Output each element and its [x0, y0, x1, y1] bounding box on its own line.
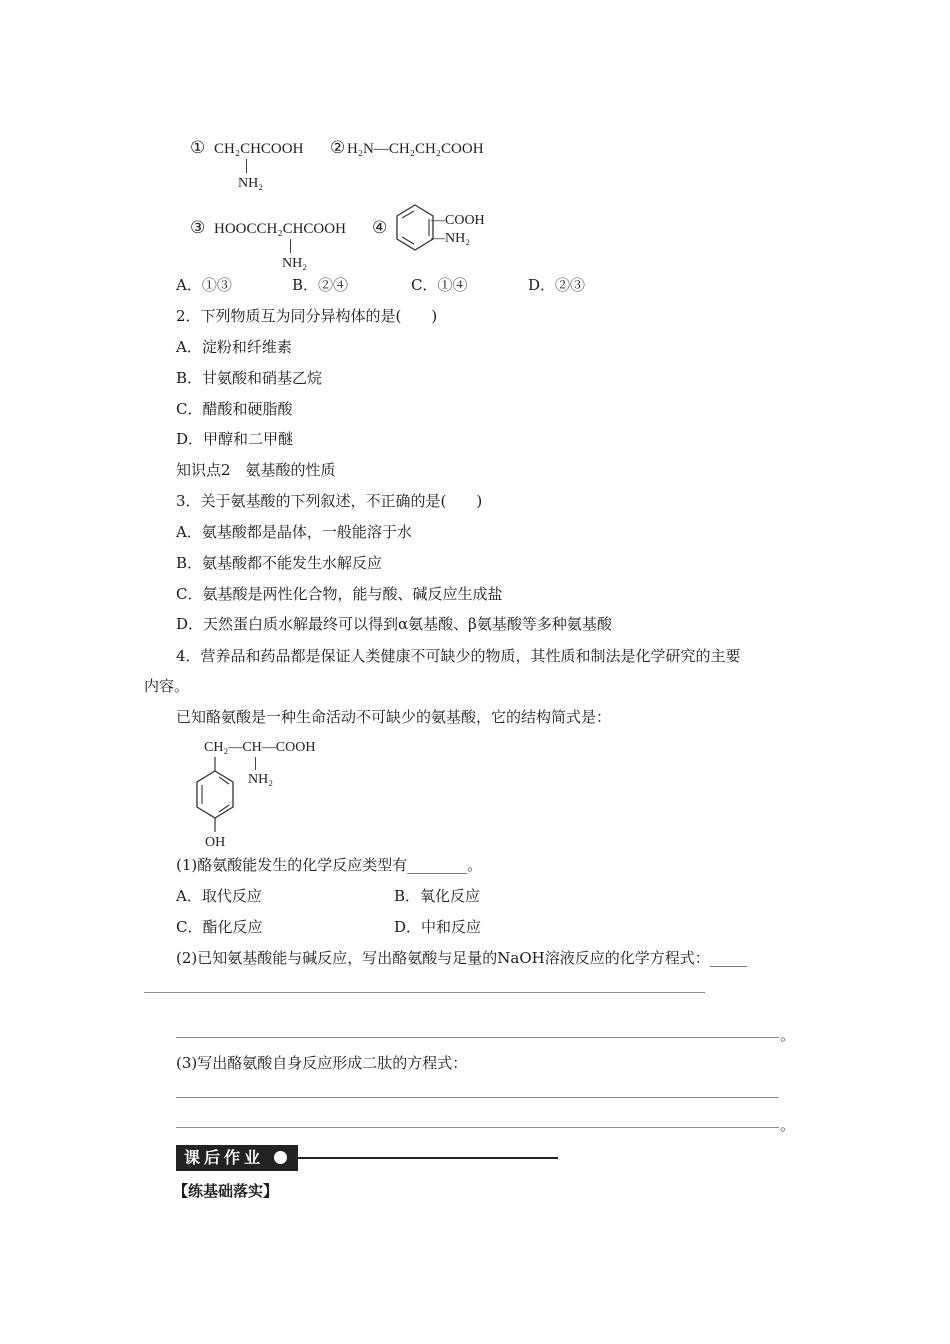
q1-num-1: ①: [190, 138, 206, 157]
q1-sub-1: NH₂: [238, 176, 264, 191]
q1-group-nh2: —NH₂: [431, 231, 471, 246]
q4-part2: (2)已知氨基酸能与碱反应，写出酪氨酸与足量的NaOH溶液反应的化学方程式：_____: [176, 949, 748, 967]
tyrosine-ring-icon: [190, 755, 240, 835]
q4-part1-option-a: A．取代反应: [176, 887, 262, 905]
q3-option-b: B．氨基酸都不能发生水解反应: [176, 554, 383, 572]
q1-option-a: A．①③: [176, 276, 232, 294]
q2-option-a: A．淀粉和纤维素: [176, 338, 292, 356]
answer-line[interactable]: [144, 992, 705, 993]
q1-num-2: ②: [330, 138, 346, 157]
q1-bond-1: [246, 159, 247, 173]
q4-part1-option-d: D．中和反应: [394, 918, 482, 936]
q4-part3: (3)写出酪氨酸自身反应形成二肽的方程式：: [176, 1054, 468, 1072]
q4-part1: (1)酪氨酸能发生的化学反应类型有________。: [176, 856, 483, 874]
q4-stem-line2: 内容。: [144, 677, 190, 695]
q1-option-c: C．①④: [411, 276, 468, 294]
q1-sub-3: NH₂: [282, 256, 308, 271]
q2-option-b: B．甘氨酸和硝基乙烷: [176, 369, 323, 387]
q3-stem: 3．关于氨基酸的下列叙述，不正确的是( ): [176, 492, 483, 510]
tyrosine-nh2: NH₂: [248, 772, 274, 787]
q4-stem-line1: 4．营养品和药品都是保证人类健康不可缺少的物质，其性质和制法是化学研究的主要: [176, 647, 741, 665]
q1-num-3: ③: [190, 218, 206, 237]
q4-intro: 已知酪氨酸是一种生命活动不可缺少的氨基酸，它的结构简式是：: [176, 708, 612, 726]
q1-num-4: ④: [372, 218, 388, 237]
tyrosine-nh2-bond: [255, 757, 256, 770]
tyrosine-chain: CH₂—CH—COOH: [204, 740, 316, 755]
q2-option-c: C．醋酸和硬脂酸: [176, 400, 293, 418]
q4-part1-option-b: B．氧化反应: [394, 887, 481, 905]
banner-divider: [298, 1157, 558, 1159]
q4-part1-option-c: C．酯化反应: [176, 918, 263, 936]
q1-formula-2: H₂N—CH₂CH₂COOH: [347, 141, 484, 157]
benzene-ring-icon: [394, 203, 436, 253]
q2-stem: 2．下列物质互为同分异构体的是( ): [176, 307, 438, 325]
period-mark: 。: [780, 1116, 796, 1134]
q3-option-a: A．氨基酸都是晶体，一般能溶于水: [176, 523, 412, 541]
tyrosine-oh: OH: [205, 835, 226, 850]
q1-group-cooh: —COOH: [431, 213, 485, 228]
answer-line[interactable]: [176, 1127, 779, 1128]
q1-bond-3: [290, 239, 291, 253]
q1-formula-3: HOOCCH₂CHCOOH: [214, 221, 346, 237]
period-mark: 。: [780, 1026, 796, 1044]
banner-dot-icon: [274, 1151, 287, 1164]
q3-option-c: C．氨基酸是两性化合物，能与酸、碱反应生成盐: [176, 585, 503, 603]
section-heading: 知识点2 氨基酸的性质: [176, 461, 336, 479]
q3-option-d: D．天然蛋白质水解最终可以得到α氨基酸、β氨基酸等多种氨基酸: [176, 615, 612, 633]
q1-option-b: B．②④: [292, 276, 349, 294]
homework-banner: 课后作业: [176, 1145, 298, 1171]
q1-option-d: D．②③: [528, 276, 586, 294]
answer-line[interactable]: [176, 1097, 779, 1098]
answer-line[interactable]: [176, 1037, 779, 1038]
q2-option-d: D．甲醇和二甲醚: [176, 430, 294, 448]
subsection-heading: 【练基础落实】: [173, 1182, 279, 1200]
q1-formula-1: CH₂CHCOOH: [214, 141, 304, 157]
